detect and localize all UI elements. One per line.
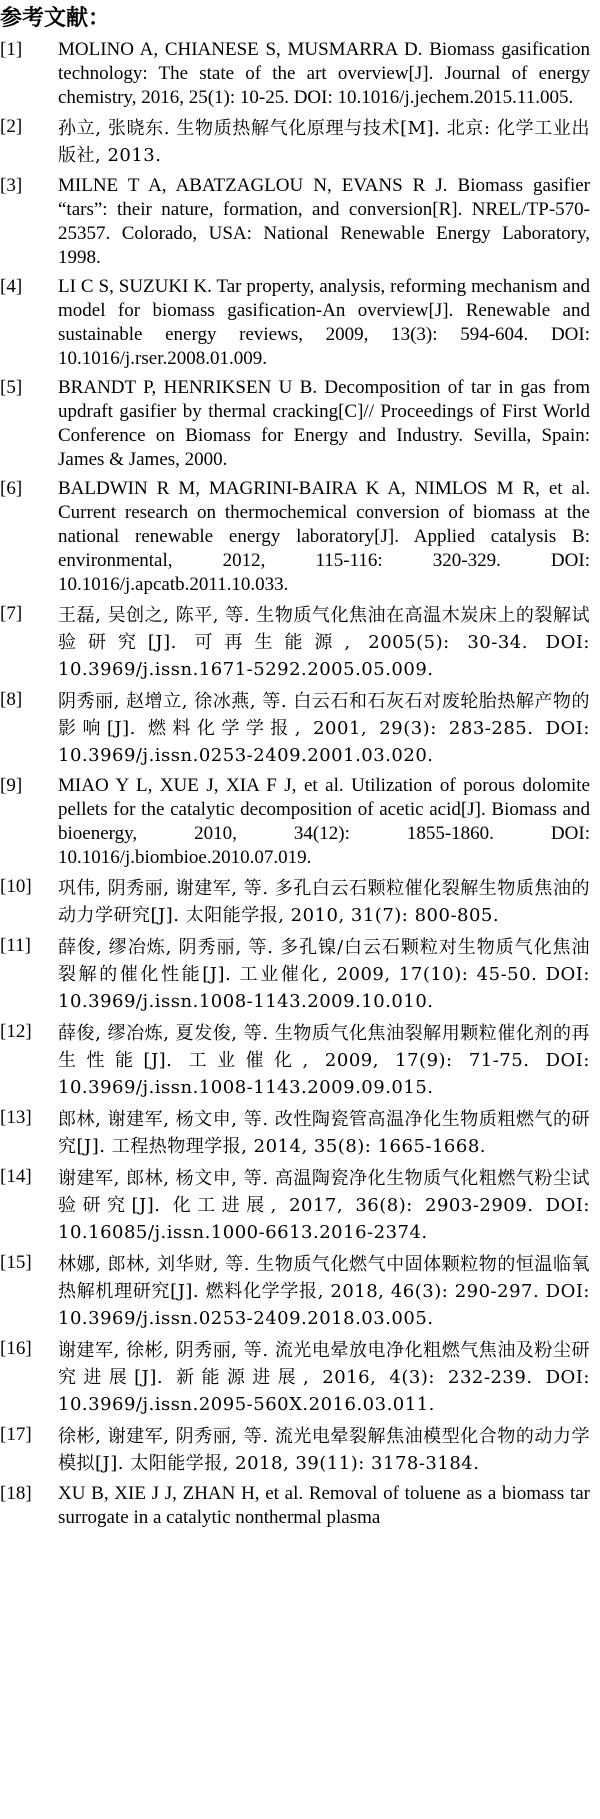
reference-number: [5] bbox=[0, 377, 23, 398]
reference-text: MOLINO A, CHIANESE S, MUSMARRA D. Biomass gasification technology: The state of the art overview[J]. Journal of energy chemistry, 2016, 25(1): 10-25. DOI: 10.1016/j.jechem.2015.11.005. bbox=[58, 39, 590, 108]
reference-item bbox=[0, 934, 590, 1015]
reference-text: 孙立, 张晓东. 生物质热解气化原理与技术[M]. 北京: 化学工业出版社, 2013. bbox=[58, 118, 590, 166]
reference-text: 谢建军, 郎林, 杨文申, 等. 高温陶瓷净化生物质气化粗燃气粉尘试验研究[J]. 化工进展, 2017, 36(8): 2903-2909. DOI: 10.16085/j.issn.1000-6613.2016-2374. bbox=[58, 1168, 590, 1243]
reference-number: [6] bbox=[0, 478, 23, 499]
reference-item bbox=[0, 1482, 590, 1530]
reference-item bbox=[0, 1423, 590, 1477]
reference-item bbox=[0, 38, 590, 110]
reference-text: LI C S, SUZUKI K. Tar property, analysis, reforming mechanism and model for biomass gasification-An overview[J]. Renewable and sustainable energy reviews, 2009, 13(3): 594-604. DOI: 10.1016/j.rser.2008.01.009. bbox=[58, 276, 590, 369]
reference-item bbox=[0, 275, 590, 371]
reference-number: [8] bbox=[0, 689, 23, 710]
reference-item bbox=[0, 1165, 590, 1246]
reference-number: [4] bbox=[0, 276, 23, 297]
reference-text: 王磊, 吴创之, 陈平, 等. 生物质气化焦油在高温木炭床上的裂解试验研究[J]. 可再生能源, 2005(5): 30-34. DOI: 10.3969/j.issn.1671-5292.2005.05.009. bbox=[58, 605, 590, 680]
reference-number: [16] bbox=[0, 1338, 32, 1359]
reference-number: [18] bbox=[0, 1483, 32, 1504]
reference-item bbox=[0, 1251, 590, 1332]
reference-text: BALDWIN R M, MAGRINI-BAIRA K A, NIMLOS M R, et al. Current research on thermochemical conversion of biomass at the national renewable energy laboratory[J]. Applied catalysis B: environmental, 2012, 115-116: 320-329. DOI: 10.1016/j.apcatb.2011.10.033. bbox=[58, 478, 590, 595]
reference-text: MILNE T A, ABATZAGLOU N, EVANS R J. Biomass gasifier “tars”: their nature, formation, and conversion[R]. NREL/TP-570-25357. Colorado, USA: National Renewable Energy Laboratory, 1998. bbox=[58, 175, 590, 268]
reference-number: [2] bbox=[0, 116, 23, 137]
reference-item bbox=[0, 174, 590, 270]
reference-text: 徐彬, 谢建军, 阴秀丽, 等. 流光电晕裂解焦油模型化合物的动力学模拟[J]. 太阳能学报, 2018, 39(11): 3178-3184. bbox=[58, 1426, 590, 1474]
reference-text: BRANDT P, HENRIKSEN U B. Decomposition of tar in gas from updraft gasifier by thermal cracking[C]// Proceedings of First World Conference on Biomass for Energy and Industry. Sevilla, Spain: James & James, 2000. bbox=[58, 377, 590, 470]
reference-number: [3] bbox=[0, 175, 23, 196]
reference-number: [11] bbox=[0, 935, 31, 956]
reference-number: [15] bbox=[0, 1252, 32, 1273]
reference-item bbox=[0, 688, 590, 769]
reference-item bbox=[0, 115, 590, 169]
reference-number: [14] bbox=[0, 1166, 32, 1187]
reference-number: [13] bbox=[0, 1107, 32, 1128]
reference-number: [10] bbox=[0, 876, 32, 897]
reference-text: 郎林, 谢建军, 杨文申, 等. 改性陶瓷管高温净化生物质粗燃气的研究[J]. 工程热物理学报, 2014, 35(8): 1665-1668. bbox=[58, 1109, 590, 1157]
reference-number: [12] bbox=[0, 1021, 32, 1042]
reference-text: 林娜, 郎林, 刘华财, 等. 生物质气化燃气中固体颗粒物的恒温临氧热解机理研究[J]. 燃料化学学报, 2018, 46(3): 290-297. DOI: 10.3969/j.issn.0253-2409.2018.03.005. bbox=[58, 1254, 590, 1329]
reference-number: [7] bbox=[0, 603, 23, 624]
reference-item bbox=[0, 477, 590, 597]
reference-item bbox=[0, 376, 590, 472]
reference-number: [17] bbox=[0, 1424, 32, 1445]
reference-item bbox=[0, 774, 590, 870]
reference-list bbox=[0, 38, 590, 1530]
reference-item bbox=[0, 1106, 590, 1160]
reference-item bbox=[0, 602, 590, 683]
reference-text: 薛俊, 缪冶炼, 夏发俊, 等. 生物质气化焦油裂解用颗粒催化剂的再生性能[J]. 工业催化, 2009, 17(9): 71-75. DOI: 10.3969/j.issn.1008-1143.2009.09.015. bbox=[58, 1023, 590, 1098]
reference-text: 谢建军, 徐彬, 阴秀丽, 等. 流光电晕放电净化粗燃气焦油及粉尘研究进展[J]. 新能源进展, 2016, 4(3): 232-239. DOI: 10.3969/j.issn.2095-560X.2016.03.011. bbox=[58, 1340, 590, 1415]
reference-text: XU B, XIE J J, ZHAN H, et al. Removal of toluene as a biomass tar surrogate in a catalytic nonthermal plasma bbox=[58, 1483, 590, 1528]
reference-number: [1] bbox=[0, 39, 23, 60]
reference-text: 巩伟, 阴秀丽, 谢建军, 等. 多孔白云石颗粒催化裂解生物质焦油的动力学研究[J]. 太阳能学报, 2010, 31(7): 800-805. bbox=[58, 878, 590, 926]
reference-item bbox=[0, 875, 590, 929]
reference-item bbox=[0, 1020, 590, 1101]
reference-text: MIAO Y L, XUE J, XIA F J, et al. Utilization of porous dolomite pellets for the catalytic decomposition of acetic acid[J]. Biomass and bioenergy, 2010, 34(12): 1855-1860. DOI: 10.1016/j.biombioe.2010.07.019. bbox=[58, 775, 590, 868]
references-heading: 参考文献： bbox=[0, 6, 111, 31]
reference-text: 阴秀丽, 赵增立, 徐冰燕, 等. 白云石和石灰石对废轮胎热解产物的影响[J]. 燃料化学学报, 2001, 29(3): 283-285. DOI: 10.3969/j.issn.0253-2409.2001.03.020. bbox=[58, 691, 590, 766]
reference-item bbox=[0, 1337, 590, 1418]
reference-number: [9] bbox=[0, 775, 23, 796]
reference-text: 薛俊, 缪冶炼, 阴秀丽, 等. 多孔镍/白云石颗粒对生物质气化焦油裂解的催化性能[J]. 工业催化, 2009, 17(10): 45-50. DOI: 10.3969/j.issn.1008-1143.2009.10.010. bbox=[58, 937, 590, 1012]
